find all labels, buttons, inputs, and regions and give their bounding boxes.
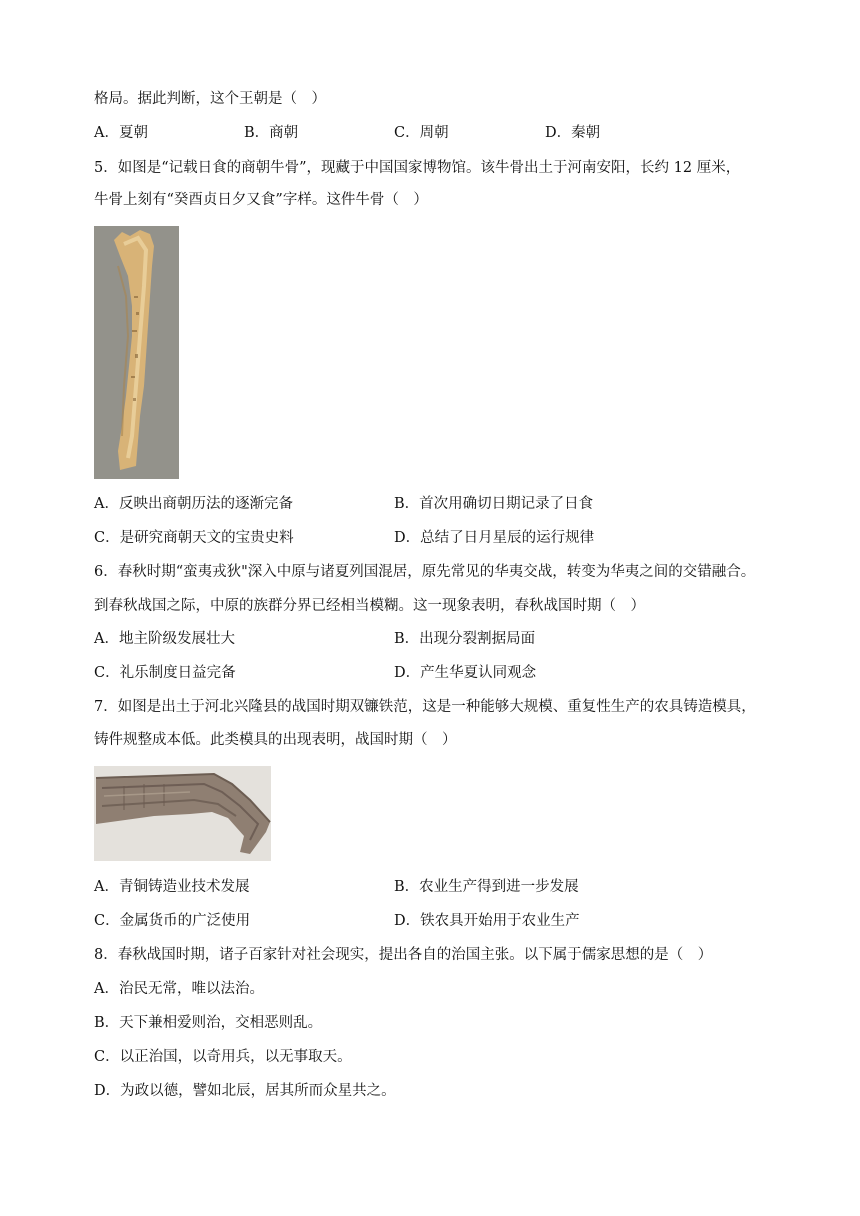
q7-stem-line2: 铸件规整成本低。此类模具的出现表明，战国时期（ ） bbox=[94, 732, 457, 748]
q4-option-b: B．商朝 bbox=[244, 125, 299, 141]
q7-stem-line1: 7．如图是出土于河北兴隆县的战国时期双镰铁范，这是一种能够大规模、重复性生产的农具铸造模具， bbox=[94, 699, 756, 715]
q8-option-d: D．为政以德，譬如北辰，居其所而众星共之。 bbox=[94, 1083, 396, 1099]
q5-stem-line1: 5．如图是“记载日食的商朝牛骨”，现藏于中国国家博物馆。该牛骨出土于河南安阳，长约 12 厘米， bbox=[94, 160, 741, 176]
q8-option-b: B．天下兼相爱则治，交相恶则乱。 bbox=[94, 1015, 323, 1031]
oracle-bone-image bbox=[94, 226, 179, 479]
q6-stem-line2: 到春秋战国之际，中原的族群分界已经相当模糊。这一现象表明，春秋战国时期（ ） bbox=[94, 598, 645, 614]
q7-option-b: B．农业生产得到进一步发展 bbox=[394, 879, 579, 895]
q4-option-d: D．秦朝 bbox=[545, 125, 601, 141]
q4-option-c: C．周朝 bbox=[394, 125, 449, 141]
q5-option-c: C．是研究商朝天文的宝贵史料 bbox=[94, 530, 294, 546]
q6-option-a: A．地主阶级发展壮大 bbox=[94, 631, 235, 647]
q8-option-a: A．治民无常，唯以法治。 bbox=[94, 981, 264, 997]
iron-mold-image bbox=[94, 766, 271, 861]
q8-stem: 8．春秋战国时期，诸子百家针对社会现实，提出各自的治国主张。以下属于儒家思想的是（ ） bbox=[94, 947, 713, 963]
q4-stem: 格局。据此判断，这个王朝是（ ） bbox=[94, 91, 326, 107]
q5-option-b: B．首次用确切日期记录了日食 bbox=[394, 496, 594, 512]
q4-option-a: A．夏朝 bbox=[94, 125, 148, 141]
q6-option-c: C．礼乐制度日益完备 bbox=[94, 665, 236, 681]
q5-option-a: A．反映出商朝历法的逐渐完备 bbox=[94, 496, 293, 512]
q6-option-b: B．出现分裂割据局面 bbox=[394, 631, 536, 647]
q5-stem-line2: 牛骨上刻有“癸酉贞日夕又食”字样。这件牛骨（ ） bbox=[94, 192, 428, 208]
q6-stem-line1: 6．春秋时期“蛮夷戎狄"深入中原与诸夏列国混居，原先常见的华夷交战，转变为华夷之间的交错融合。 bbox=[94, 564, 756, 580]
q6-option-d: D．产生华夏认同观念 bbox=[394, 665, 537, 681]
q5-option-d: D．总结了日月星辰的运行规律 bbox=[394, 530, 595, 546]
q7-option-d: D．铁农具开始用于农业生产 bbox=[394, 913, 580, 929]
q8-option-c: C．以正治国，以奇用兵，以无事取天。 bbox=[94, 1049, 352, 1065]
q7-option-c: C．金属货币的广泛使用 bbox=[94, 913, 251, 929]
q7-option-a: A．青铜铸造业技术发展 bbox=[94, 879, 250, 895]
